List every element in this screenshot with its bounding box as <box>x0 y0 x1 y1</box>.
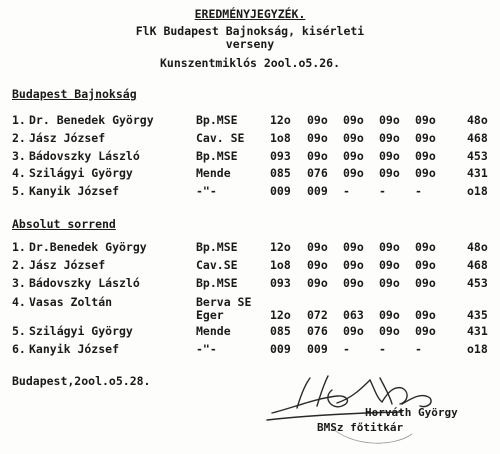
cell-s2: 009 <box>307 342 328 356</box>
cell-total: 468 <box>467 258 488 272</box>
cell-name: Jász József <box>29 131 106 145</box>
cell-s3: 09o <box>343 258 364 272</box>
cell-club: Bp.MSE <box>196 113 238 127</box>
cell-club: Bp.MSE <box>196 149 238 163</box>
section-heading-budapest-championship: Budapest Bajnokság <box>12 87 137 101</box>
signature-stamp <box>262 368 462 448</box>
cell-s3: 09o <box>343 276 364 290</box>
cell-name: Bádovszky László <box>29 276 140 290</box>
cell-club: Cav.SE <box>196 258 238 272</box>
cell-total: 468 <box>467 131 488 145</box>
cell-total: 48o <box>467 113 488 127</box>
cell-s3: - <box>343 184 350 198</box>
cell-s5: 09o <box>415 149 436 163</box>
cell-s1: 12o <box>270 308 291 322</box>
cell-name: Kanyik József <box>29 184 120 198</box>
cell-name: Dr. Benedek György <box>29 113 154 127</box>
cell-s2: 09o <box>307 276 328 290</box>
cell-s5: 09o <box>415 308 436 322</box>
cell-s1: 085 <box>270 166 291 180</box>
cell-rank: 5. <box>12 324 26 338</box>
cell-rank: 4. <box>12 295 26 309</box>
cell-s3: 09o <box>343 240 364 254</box>
cell-s3: 09o <box>343 131 364 145</box>
cell-rank: 5. <box>12 184 26 198</box>
cell-name: Kanyik József <box>29 342 120 356</box>
document-title: EREDMÉNYJEGYZÉK. <box>194 7 306 21</box>
cell-s5: 09o <box>415 276 436 290</box>
table-row <box>0 240 500 254</box>
cell-rank: 1. <box>12 240 26 254</box>
cell-s4: 09o <box>379 240 400 254</box>
cell-s4: - <box>379 342 386 356</box>
cell-s3: - <box>343 342 350 356</box>
cell-club: Berva SE <box>196 295 252 309</box>
table-row <box>0 295 500 322</box>
cell-s1: 009 <box>270 184 291 198</box>
cell-s4: 09o <box>379 324 400 338</box>
cell-club: Mende <box>196 166 231 180</box>
cell-s1: 093 <box>270 149 291 163</box>
cell-club: Bp.MSE <box>196 240 238 254</box>
signer-name: Horváth György <box>365 406 458 419</box>
cell-total: 431 <box>467 324 488 338</box>
cell-s5: 09o <box>415 166 436 180</box>
table-row <box>0 184 500 198</box>
cell-s1: 12o <box>270 240 291 254</box>
cell-s1: 1o8 <box>270 131 291 145</box>
cell-name: Dr.Benedek György <box>29 240 147 254</box>
cell-rank: 2. <box>12 258 26 272</box>
cell-club-line2: Eger <box>196 308 224 322</box>
cell-s3: 09o <box>343 113 364 127</box>
document-subtitle-continuation: verseny <box>225 37 275 51</box>
table-row <box>0 149 500 163</box>
cell-total: o18 <box>467 342 488 356</box>
cell-name: Szilágyi György <box>29 324 133 338</box>
signer-title: BMSz főtitkár <box>317 421 404 434</box>
cell-s1: 085 <box>270 324 291 338</box>
cell-s1: 1o8 <box>270 258 291 272</box>
cell-name: Jász József <box>29 258 106 272</box>
cell-s2: 09o <box>307 131 328 145</box>
section-heading-absolute-order: Absolut sorrend <box>12 217 116 231</box>
cell-s2: 09o <box>307 258 328 272</box>
cell-s2: 076 <box>307 166 328 180</box>
cell-s5: 09o <box>415 113 436 127</box>
cell-s4: 09o <box>379 258 400 272</box>
cell-club: Cav. SE <box>196 131 245 145</box>
cell-s2: 09o <box>307 113 328 127</box>
cell-s4: 09o <box>379 149 400 163</box>
cell-s5: - <box>415 342 422 356</box>
table-row <box>0 276 500 290</box>
cell-s4: 09o <box>379 276 400 290</box>
cell-s2: 076 <box>307 324 328 338</box>
cell-name: Szilágyi György <box>29 166 133 180</box>
cell-total: 453 <box>467 149 488 163</box>
cell-s1: 12o <box>270 113 291 127</box>
cell-s3: 09o <box>343 149 364 163</box>
cell-rank: 4. <box>12 166 26 180</box>
cell-s1: 009 <box>270 342 291 356</box>
cell-club: -"- <box>196 342 217 356</box>
cell-club: Mende <box>196 324 231 338</box>
table-row <box>0 324 500 338</box>
cell-s5: 09o <box>415 324 436 338</box>
cell-s4: - <box>379 184 386 198</box>
cell-s4: 09o <box>379 166 400 180</box>
venue-date: Kunszentmiklós 2ool.o5.26. <box>159 56 340 70</box>
cell-s2: 09o <box>307 149 328 163</box>
cell-rank: 3. <box>12 149 26 163</box>
cell-total: 431 <box>467 166 488 180</box>
cell-s5: 09o <box>415 240 436 254</box>
cell-s3: 09o <box>343 166 364 180</box>
footer-place-date: Budapest,2ool.o5.28. <box>12 374 151 388</box>
cell-rank: 3. <box>12 276 26 290</box>
cell-total: 453 <box>467 276 488 290</box>
cell-s3: 09o <box>343 324 364 338</box>
cell-s2: 072 <box>307 308 328 322</box>
table-row <box>0 166 500 180</box>
cell-s5: 09o <box>415 258 436 272</box>
cell-s4: 09o <box>379 113 400 127</box>
cell-s5: - <box>415 184 422 198</box>
cell-club: -"- <box>196 184 217 198</box>
cell-s4: 09o <box>379 308 400 322</box>
cell-s2: 009 <box>307 184 328 198</box>
cell-total: 435 <box>467 308 488 322</box>
cell-rank: 1. <box>12 113 26 127</box>
table-row <box>0 113 500 127</box>
cell-name: Vasas Zoltán <box>29 295 113 309</box>
cell-total: 48o <box>467 240 488 254</box>
table-row <box>0 342 500 356</box>
cell-s5: 09o <box>415 131 436 145</box>
document-subtitle: FlK Budapest Bajnokság, kisérleti <box>135 24 365 38</box>
table-row <box>0 131 500 145</box>
cell-name: Bádovszky László <box>29 149 140 163</box>
cell-total: o18 <box>467 184 488 198</box>
cell-s1: 093 <box>270 276 291 290</box>
cell-rank: 2. <box>12 131 26 145</box>
table-row <box>0 258 500 272</box>
cell-rank: 6. <box>12 342 26 356</box>
cell-s4: 09o <box>379 131 400 145</box>
cell-club: Bp.MSE <box>196 276 238 290</box>
cell-s2: 09o <box>307 240 328 254</box>
cell-s3: 063 <box>343 308 364 322</box>
